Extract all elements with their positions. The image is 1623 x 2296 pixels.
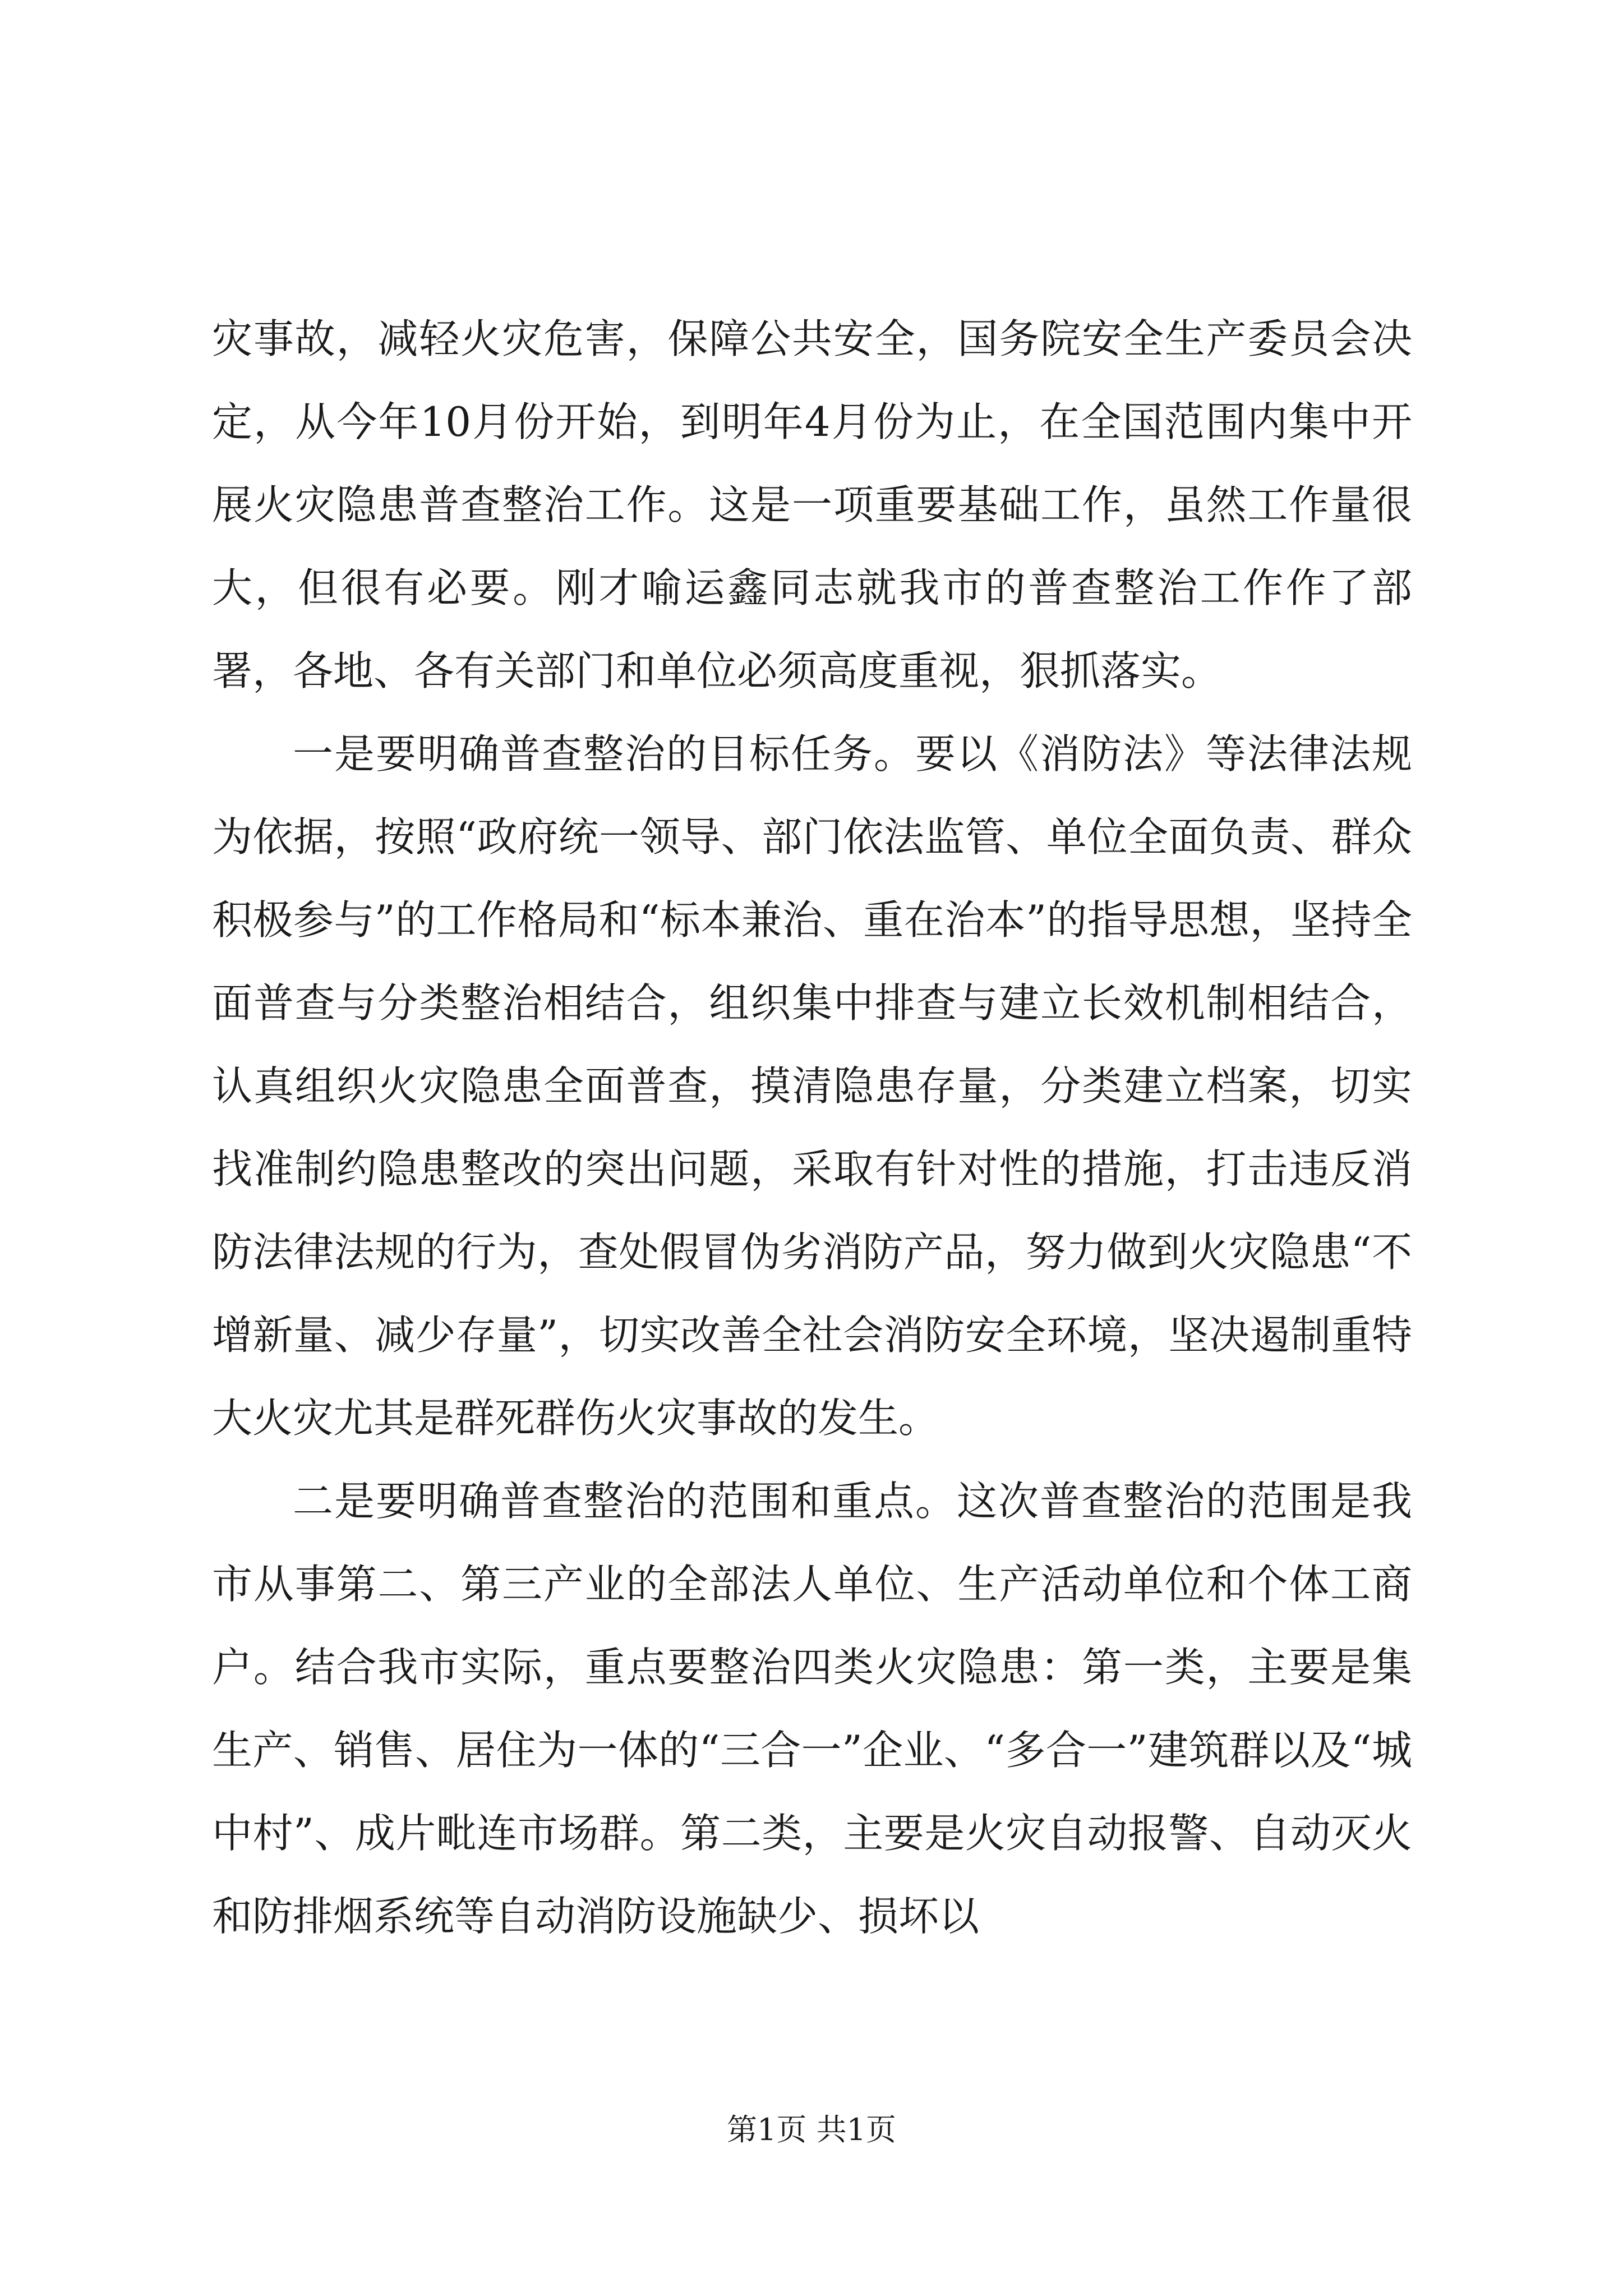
paragraph-scope-focus: 二是要明确普查整治的范围和重点。这次普查整治的范围是我市从事第二、第三产业的全部法人单位、生产活动单位和个体工商户。结合我市实际，重点要整治四类火灾隐患：第一类，主要是集生产、销售、居住为一体的“三合一”企业、“多合一”建筑群以及“城中村”、成片毗连市场群。第二类，主要是火灾自动报警、自动灭火和防排烟系统等自动消防设施缺少、损坏以 [212, 1478, 1412, 1940]
page-number-footer: 第1页 共1页 [727, 2112, 896, 2147]
document-body [212, 297, 1412, 1958]
paragraph-continuation: 灾事故，减轻火灾危害，保障公共安全，国务院安全生产委员会决定，从今年10月份开始，到明年4月份为止，在全国范围内集中开展火灾隐患普查整治工作。这是一项重要基础工作，虽然工作量很大，但很有必要。刚才喻运鑫同志就我市的普查整治工作作了部署，各地、各有关部门和单位必须高度重视，狠抓落实。 [212, 315, 1412, 694]
paragraph-target-tasks: 一是要明确普查整治的目标任务。要以《消防法》等法律法规为依据，按照“政府统一领导、部门依法监管、单位全面负责、群众积极参与”的工作格局和“标本兼治、重在治本”的指导思想，坚持全面普查与分类整治相结合，组织集中排查与建立长效机制相结合，认真组织火灾隐患全面普查，摸清隐患存量，分类建立档案，切实找准制约隐患整改的突出问题，采取有针对性的措施，打击违反消防法律法规的行为，查处假冒伪劣消防产品，努力做到火灾隐患“不增新量、减少存量”，切实改善全社会消防安全环境，坚决遏制重特大火灾尤其是群死群伤火灾事故的发生。 [212, 730, 1412, 1442]
